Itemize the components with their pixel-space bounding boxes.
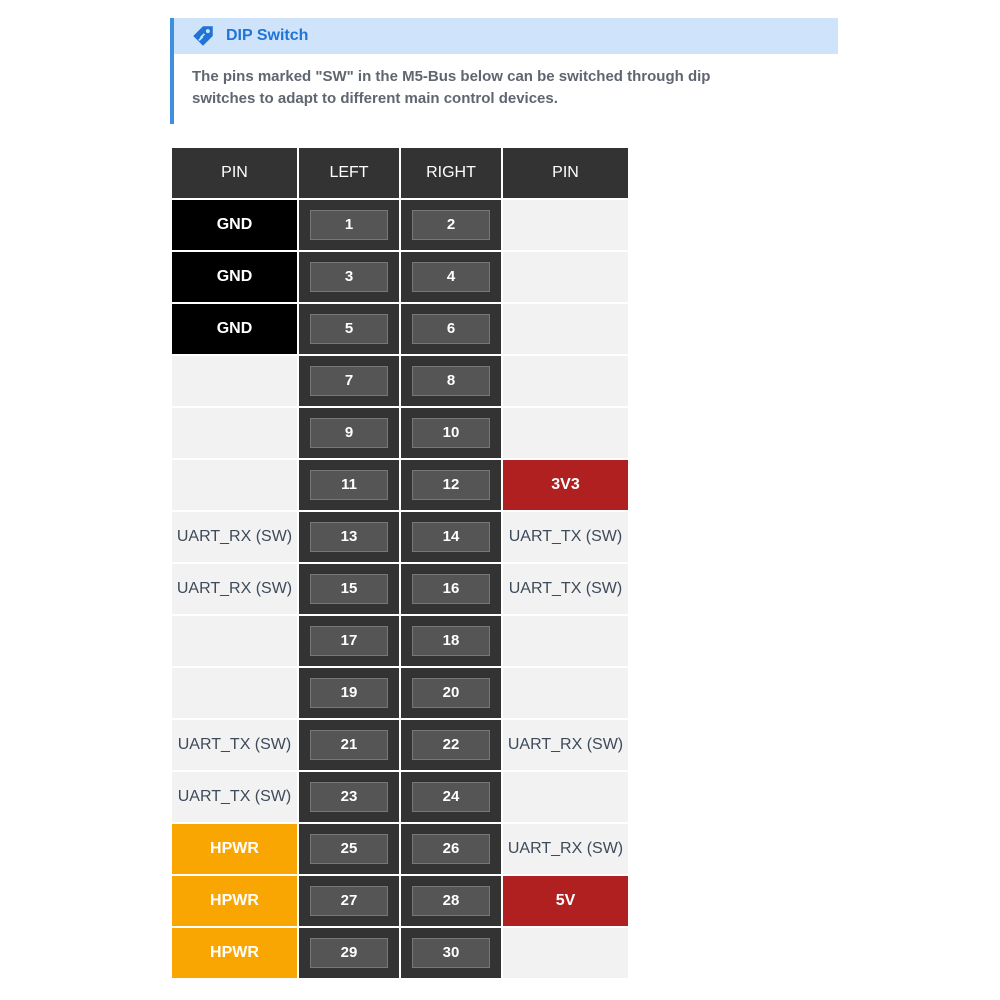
left-pin-cell [298, 563, 400, 615]
right-pin-label: UART_TX (SW) [502, 563, 629, 615]
left-pin-number: 17 [310, 626, 388, 656]
left-pin-number: 13 [310, 522, 388, 552]
right-pin-cell [400, 563, 502, 615]
left-pin-number: 29 [310, 938, 388, 968]
left-pin-label: GND [171, 251, 298, 303]
left-pin-cell [298, 251, 400, 303]
left-pin-cell [298, 615, 400, 667]
left-pin-label: UART_TX (SW) [171, 771, 298, 823]
left-pin-label: GND [171, 303, 298, 355]
right-pin-number: 20 [412, 678, 490, 708]
left-pin-number: 15 [310, 574, 388, 604]
dip-switch-note [170, 18, 838, 124]
right-pin-cell [400, 615, 502, 667]
table-body [171, 199, 629, 979]
left-pin-label [171, 355, 298, 407]
right-pin-cell [400, 199, 502, 251]
left-pin-number: 7 [310, 366, 388, 396]
right-pin-label [502, 355, 629, 407]
right-pin-label: 3V3 [502, 459, 629, 511]
left-pin-cell [298, 355, 400, 407]
left-pin-label [171, 459, 298, 511]
table-row [171, 251, 629, 303]
table-row [171, 615, 629, 667]
tag-icon [190, 23, 216, 49]
left-pin-label [171, 615, 298, 667]
table-row [171, 875, 629, 927]
table-header-row [171, 147, 629, 199]
right-pin-number: 16 [412, 574, 490, 604]
note-text: The pins marked "SW" in the M5-Bus below can be switched through dip switches to adapt to different main control devices. [192, 68, 711, 107]
table-row [171, 511, 629, 563]
right-pin-number: 6 [412, 314, 490, 344]
right-pin-number: 30 [412, 938, 490, 968]
header-right: RIGHT [400, 147, 502, 199]
right-pin-number: 8 [412, 366, 490, 396]
right-pin-number: 12 [412, 470, 490, 500]
right-pin-cell [400, 407, 502, 459]
left-pin-cell [298, 719, 400, 771]
left-pin-label [171, 407, 298, 459]
right-pin-number: 10 [412, 418, 490, 448]
note-header [174, 18, 838, 54]
left-pin-cell [298, 511, 400, 563]
right-pin-number: 14 [412, 522, 490, 552]
table-row [171, 355, 629, 407]
table-row [171, 719, 629, 771]
left-pin-cell [298, 823, 400, 875]
right-pin-label [502, 615, 629, 667]
right-pin-cell [400, 875, 502, 927]
right-pin-label: UART_RX (SW) [502, 823, 629, 875]
right-pin-label: UART_TX (SW) [502, 511, 629, 563]
table-row [171, 823, 629, 875]
left-pin-label: UART_RX (SW) [171, 563, 298, 615]
left-pin-cell [298, 771, 400, 823]
right-pin-number: 28 [412, 886, 490, 916]
right-pin-number: 24 [412, 782, 490, 812]
header-pin-left: PIN [171, 147, 298, 199]
right-pin-cell [400, 823, 502, 875]
left-pin-number: 19 [310, 678, 388, 708]
left-pin-number: 23 [310, 782, 388, 812]
right-pin-label [502, 771, 629, 823]
right-pin-number: 2 [412, 210, 490, 240]
table-row [171, 199, 629, 251]
right-pin-cell [400, 511, 502, 563]
table-row [171, 407, 629, 459]
table-row [171, 303, 629, 355]
left-pin-number: 11 [310, 470, 388, 500]
note-title: DIP Switch [226, 27, 309, 44]
table-row [171, 927, 629, 979]
left-pin-number: 3 [310, 262, 388, 292]
right-pin-label [502, 303, 629, 355]
right-pin-number: 26 [412, 834, 490, 864]
left-pin-label: HPWR [171, 823, 298, 875]
left-pin-number: 5 [310, 314, 388, 344]
right-pin-label [502, 927, 629, 979]
left-pin-label: HPWR [171, 875, 298, 927]
left-pin-label: UART_RX (SW) [171, 511, 298, 563]
right-pin-cell [400, 355, 502, 407]
right-pin-cell [400, 771, 502, 823]
left-pin-label: GND [171, 199, 298, 251]
right-pin-number: 4 [412, 262, 490, 292]
right-pin-number: 18 [412, 626, 490, 656]
right-pin-cell [400, 719, 502, 771]
left-pin-label: HPWR [171, 927, 298, 979]
right-pin-number: 22 [412, 730, 490, 760]
left-pin-label: UART_TX (SW) [171, 719, 298, 771]
left-pin-cell [298, 199, 400, 251]
left-pin-cell [298, 875, 400, 927]
right-pin-cell [400, 667, 502, 719]
right-pin-label: 5V [502, 875, 629, 927]
right-pin-label [502, 251, 629, 303]
left-pin-cell [298, 407, 400, 459]
right-pin-cell [400, 459, 502, 511]
m5-bus-pin-table [170, 146, 630, 980]
right-pin-cell [400, 303, 502, 355]
left-pin-number: 27 [310, 886, 388, 916]
left-pin-cell [298, 667, 400, 719]
left-pin-number: 21 [310, 730, 388, 760]
table-row [171, 563, 629, 615]
left-pin-cell [298, 459, 400, 511]
left-pin-cell [298, 303, 400, 355]
right-pin-label [502, 199, 629, 251]
right-pin-label [502, 407, 629, 459]
table-row [171, 667, 629, 719]
table-row [171, 771, 629, 823]
left-pin-number: 25 [310, 834, 388, 864]
left-pin-label [171, 667, 298, 719]
left-pin-number: 1 [310, 210, 388, 240]
header-pin-right: PIN [502, 147, 629, 199]
left-pin-cell [298, 927, 400, 979]
table-row [171, 459, 629, 511]
right-pin-label: UART_RX (SW) [502, 719, 629, 771]
left-pin-number: 9 [310, 418, 388, 448]
right-pin-cell [400, 251, 502, 303]
right-pin-cell [400, 927, 502, 979]
right-pin-label [502, 667, 629, 719]
header-left: LEFT [298, 147, 400, 199]
